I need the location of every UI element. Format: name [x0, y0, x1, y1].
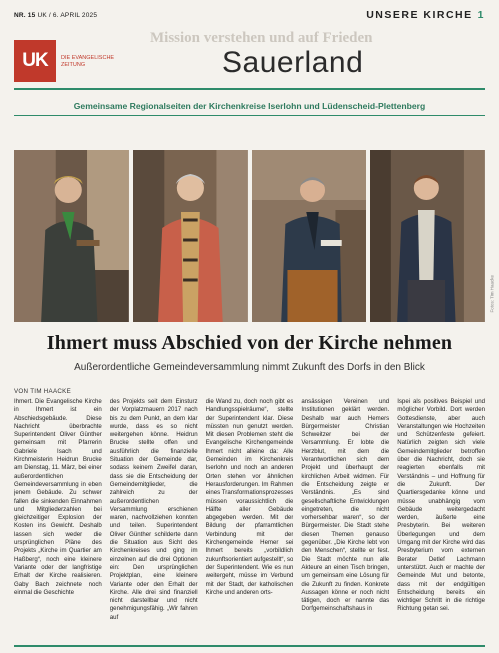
article-column-5 [397, 398, 485, 645]
logo-subtitle [61, 55, 114, 69]
regional-subhead: Gemeinsame Regionalseiten der Kirchenkreise Iserlohn und Lüdenscheid-Plettenberg [14, 97, 485, 116]
column-text: die Wand zu, doch noch gibt es Handlungsspielräume“, stellte der Superintendent klar. Diese müssten nun genutzt werden. Mit diesen Problemen steht die Evangelische Kirchengemeinde Ihmert nicht alleine da: Alle Gemeinden im Kirchenkreis Iserlohn und noch an anderen Orten stehen vor ähnlichen Herausforderungen. Im Rahmen eines Transformationsprozesses müssen voraussichtlich die Hälfte aller Gebäude abgegeben werden. Mit der Bildung der pfarramtlichen Verbindung mit der Kirchengemeinde Hemer sei Ihmert bereits „vorbildlich zukunftsorientiert aufgestellt“, so der Superintendent. Wie es nun weitergeht, müsse im Verbund mit der Stadt, der katholischen Kirche und anderen orts- [205, 398, 294, 596]
masthead [14, 40, 485, 90]
photo-speaker-3 [252, 150, 367, 322]
article-deck: Außerordentliche Gemeindeversammlung nimmt Zukunft des Dorfs in den Blick [74, 362, 425, 373]
issue-date-text: UK / 6. APRIL 2025 [37, 12, 98, 19]
uk-logo [14, 40, 56, 82]
photo-speaker-1 [14, 150, 129, 322]
article-byline: VON TIM HAACKE [14, 388, 72, 395]
photo-credit: Fotos: Tim Haacke [490, 275, 495, 313]
logo-sub-line1: DIE EVANGELISCHE [61, 55, 115, 61]
column-text: des Projekts seit dem Einsturz der Vorplatzmauern 2017 nach bis zu dem Punkt, an dem klar wurde, dass es so nicht weitergehen könne. Heidrun Brucke stellte offen und ausführlich die finanzielle Situation der Gemeinde dar, sodass keinem Zweifel daran, dass sie die Entscheidung der Gemeindemitglieder, die zahlreich zu der außerordentlichen Versammlung erschienen waren, nachvollziehen konnten und teilen. Superintendent Oliver Günther schilderte dann die Situation aus Sicht des Kirchenkreises und ging im einzelnen auf die drei Optionen ein: Den ursprünglichen Projektplan, eine kleinere Variante oder den Erhalt der Kirche. Alle drei sind finanziell nicht darstellbar und nicht genehmigungsfähig. „Wir fahren auf [109, 398, 198, 621]
article-headline: Ihmert muss Abschied von der Kirche nehmen [46, 332, 453, 354]
article-body [14, 398, 485, 645]
column-text: ansässigen Vereinen und Institutionen geklärt werden. Deshalb war auch Hemers Bürgermeister Christian Schweitzer bei der Versammlung. Er lobte die Herzblut, mit dem die Verantwortlichen sich dem Projekt und überhaupt der kirchlichen Arbeit widmen. Für die Entscheidung zeigte er Verständnis. „Es sind gesellschaftliche Entwicklungen eingetreten, die nicht vorhersehbar waren“, so der Bürgermeister. Die Stadt stehe diesen Themen genauso gegenüber. „Die Kirche lebt von den Menschen“, stellte er fest. Die Stadt möchte nun alle Akteure an einen Tisch bringen, um gemeinsam eine Lösung für die Zukunft zu finden. Konkrete Aussagen könne er noch nicht tätigen, doch er nannte das Dorfgemeinschaftshaus in [301, 398, 390, 613]
column-text: Ispei als positives Beispiel und möglicher Vorbild. Dort werden Gottesdienste, aber auch Veranstaltungen wie Hochzeiten und Schützenfeste gefeiert. Natürlich zeigten sich viele Gemeindemitglieder betroffen über die Nachricht, doch sie reagierten ebenfalls mit Verständnis – und Hoffnung für die Zukunft. Der Quartiersgedanke könne und müsse unabhängig vom Gebäude weitergedacht werden, äußerte eine Presbyterin. Bei weiteren Überlegungen und dem Umgang mit der Kirche wird das Presbyterium vom externen Berater Detlef Lachmann unterstützt. Auch er machte der Gemeinde Mut und betonte, dass mit der endgültigen Entscheidung bereits ein wichtiger Schritt in die richtige Richtung getan sei. [397, 398, 485, 613]
article-column-4 [301, 398, 389, 645]
logo-text: UK [22, 50, 48, 71]
article-column-3 [206, 398, 294, 645]
section-label [366, 9, 485, 21]
logo-sub-line2: ZEITUNG [61, 62, 86, 68]
photo-strip [14, 150, 485, 322]
issue-date [14, 12, 97, 19]
photo-speaker-2 [133, 150, 248, 322]
page-header [14, 8, 485, 28]
issue-number: NR. 15 [14, 12, 36, 19]
bottom-rule [14, 645, 485, 647]
ghost-text: Mission verstehen und auf Frieden [150, 30, 373, 46]
photo-speaker-4 [370, 150, 485, 322]
column-text: Ihmert. Die Evangelische Kirche in Ihmert ist ein Abschiedsgebäude. Diese Nachricht überbrachte Superintendent Oliver Günther gemeinsam mit Pfarrerin Gabriele Isach und Kirchmeisterin Heidrun Brucke am Dienstag, 11. März, bei einer außerordentlichen Gemeindeversammlung in eben jenem Gebäude. Zu schwer fallen die sinkenden Einnahmen und Mitgliederzahlen bei gleichzeitiger Explosion der Kosten ins Gewicht. Deshalb lassen sich weder die ursprünglichen Pläne des Projekts „Kirche im Quartier am Haßberg“, noch eine kleinere Variante oder der langfristige Erhalt der Kirche realisieren. Gaby Bach zeichnete noch einmal die Geschichte [14, 398, 102, 596]
section-title: UNSERE KIRCHE [366, 9, 473, 21]
article-column-1 [14, 398, 102, 645]
article-column-2 [110, 398, 198, 645]
page-number: 1 [477, 9, 485, 21]
region-title: Sauerland [222, 46, 364, 79]
